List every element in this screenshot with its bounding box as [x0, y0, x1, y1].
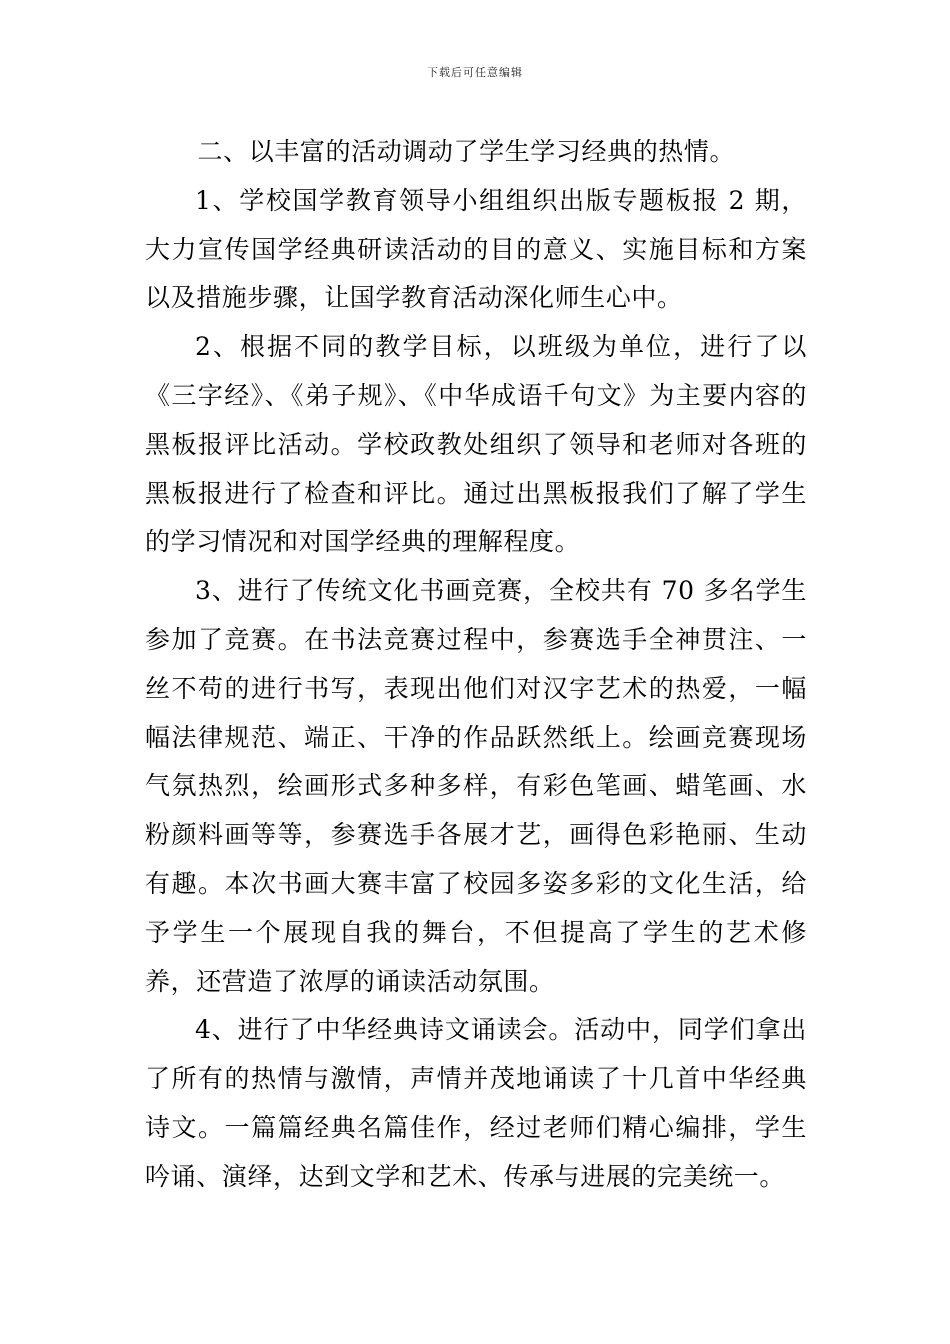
paragraph-item-4: 4、进行了中华经典诗文诵读会。活动中，同学们拿出了所有的热情与激情，声情并茂地诵读了十几首中华经典诗文。一篇篇经典名篇佳作，经过老师们精心编排，学生吟诵、演绎，达到文学和艺术、传承与进展的完美统一。 [145, 1015, 807, 1191]
paragraph-item-3: 3、进行了传统文化书画竞赛，全校共有 70 多名学生参加了竞赛。在书法竞赛过程中，参赛选手全神贯注、一丝不苟的进行书写，表现出他们对汉字艺术的热爱，一幅幅法律规范、端正、干净的作品跃然纸上。绘画竞赛现场气氛热烈，绘画形式多种多样，有彩色笔画、蜡笔画、水粉颜料画等等，参赛选手各展才艺，画得色彩艳丽、生动有趣。本次书画大赛丰富了校园多姿多彩的文化生活，给予学生一个展现自我的舞台，不但提高了学生的艺术修养，还营造了浓厚的诵读活动氛围。 [145, 576, 807, 996]
header-note: 下载后可任意编辑 [427, 66, 523, 79]
section-heading: 二、以丰富的活动调动了学生学习经典的热情。 [197, 137, 736, 166]
paragraph-item-1: 1、学校国学教育领导小组组织出版专题板报 2 期，大力宣传国学经典研读活动的目的意义、实施目标和方案以及措施步骤，让国学教育活动深化师生心中。 [145, 185, 807, 313]
paragraph-item-2: 2、根据不同的教学目标，以班级为单位，进行了以《三字经》、《弟子规》、《中华成语千句文》为主要内容的黑板报评比活动。学校政教处组织了领导和老师对各班的黑板报进行了检查和评比。通过出黑板报我们了解了学生的学习情况和对国学经典的理解程度。 [145, 332, 807, 557]
document-body [145, 128, 807, 1202]
